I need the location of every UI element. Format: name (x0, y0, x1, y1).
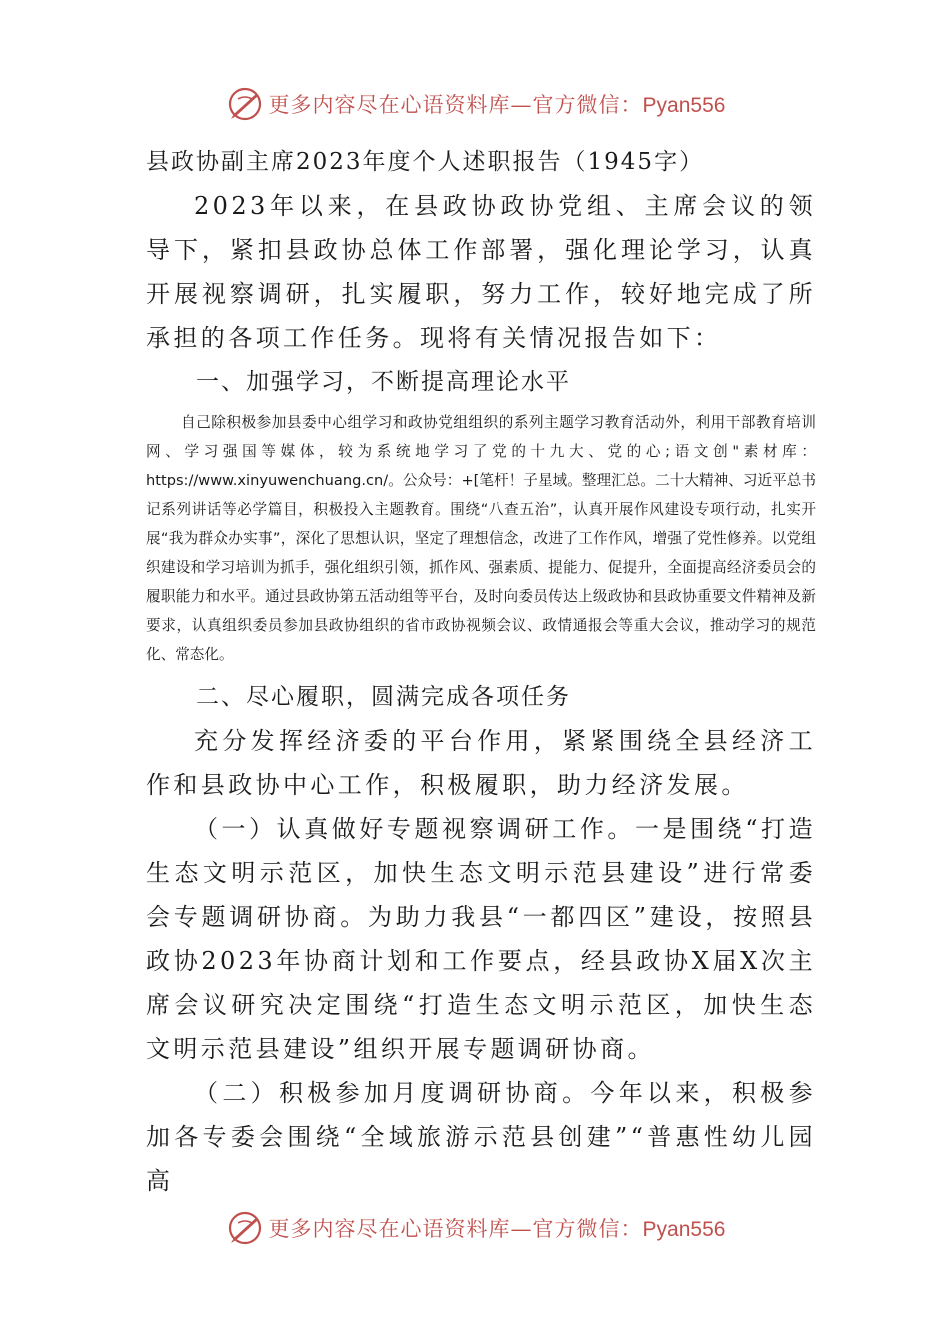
section2-intro-paragraph: 充分发挥经济委的平台作用，紧紧围绕全县经济工作和县政协中心工作，积极履职，助力经济发展。 (146, 727, 816, 799)
section1-paragraph: 自己除积极参加县委中心组学习和政协党组组织的系列主题学习教育活动外，利用干部教育培训网、学习强国等媒体，较为系统地学习了党的十九大、党的心;语文创"素材库：https://www.xinyuwenchuang.cn/。公众号：+[笔杆！子星域。整理汇总。二十大精神、习近平总书记系列讲话等必学篇目，积极投入主题教育。围绕“八查五治”，认真开展作风建设专项行动，扎实开展“我为群众办实事”，深化了思想认识，坚定了理想信念，改进了工作作风，增强了党性修养。以党组织建设和学习培训为抓手，强化组织引领，抓作风、强素质、提能力、促提升，全面提高经济委员会的履职能力和水平。通过县政协第五活动组等平台，及时向委员传达上级政协和县政协重要文件精神及新要求，认真组织委员参加县政协组织的省市政协视频会议、政情通报会等重大会议，推动学习的规范化、常态化。 (146, 414, 816, 663)
pen-logo-icon (225, 1208, 265, 1248)
item1-paragraph: （一）认真做好专题视察调研工作。一是围绕“打造生态文明示范区，加快生态文明示范县建设”进行常委会专题调研协商。为助力我县“一都四区”建设，按照县政协2023年协商计划和工作要点，经县政协X届X次主席会议研究决定围绕“打造生态文明示范区，加快生态文明示范县建设”组织开展专题调研协商。 (146, 815, 816, 1063)
document-title: 县政协副主席2023年度个人述职报告（1945字） (146, 149, 705, 175)
banner-wechat-id: Pyan556 (642, 94, 726, 117)
header-banner (0, 84, 950, 124)
section2-heading: 二、尽心履职，圆满完成各项任务 (196, 684, 571, 710)
document-body (146, 140, 816, 1203)
banner-text: 更多内容尽在心语资料库—官方微信：Pyan556 (268, 1217, 726, 1241)
section1-heading: 一、加强学习，不断提高理论水平 (196, 369, 571, 395)
footer-banner (0, 1208, 950, 1248)
item2-paragraph: （二）积极参加月度调研协商。今年以来，积极参加各专委会围绕“全域旅游示范县创建”“普惠性幼儿园高 (146, 1079, 816, 1195)
pen-logo-icon (225, 84, 265, 124)
banner-wechat-id: Pyan556 (642, 1218, 726, 1241)
intro-paragraph: 2023年以来，在县政协政协党组、主席会议的领导下，紧扣县政协总体工作部署，强化理论学习，认真开展视察调研，扎实履职，努力工作，较好地完成了所承担的各项工作任务。现将有关情况报告如下： (146, 192, 816, 352)
banner-text: 更多内容尽在心语资料库—官方微信：Pyan556 (268, 93, 726, 117)
